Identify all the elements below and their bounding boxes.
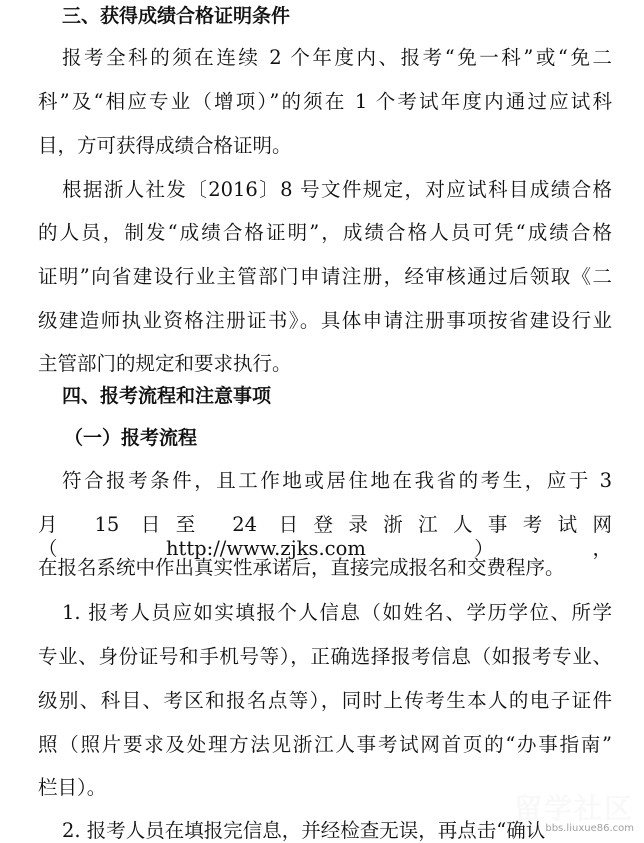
watermark-url: bbs.liuxue86.com [545,823,634,834]
list-item-line: 级别、科目、考区和报名点等），同时上传考生本人的电子证件 [38,689,612,712]
paragraph-line: 报考全科的须在连续 2 个年度内、报考“免一科”或“免二 [62,46,612,69]
paragraph-line: 目，方可获得成绩合格证明。 [38,134,292,157]
subsection-heading: （一）报考流程 [64,427,198,449]
paragraph-line: 科”及“相应专业（增项）”的须在 1 个考试年度内通过应试科 [38,90,612,113]
paragraph-line: 在报名系统中作出真实性承诺后，直接完成报名和交费程序。 [38,556,565,579]
paragraph-line: 月 15 日至 24 日登录浙江人事考试网（http://www.zjks.com）， [38,513,612,560]
section-3-heading: 三、获得成绩合格证明条件 [62,5,291,27]
list-item-line: 1. 报考人员应如实填报个人信息（如姓名、学历学位、所学 [62,601,612,624]
watermark-logo: 留学社区 [513,792,634,825]
site-watermark [484,785,634,835]
paragraph-line: 符合报考条件，且工作地或居住地在我省的考生，应于 3 [62,469,612,492]
list-item-line: 栏目）。 [38,776,107,799]
list-item-line: 2. 报考人员在填报完信息，并经检查无误，再点击“确认 [62,819,546,842]
paragraph-line: 主管部门的规定和要求执行。 [38,352,292,375]
paragraph-line: 级建造师执业资格注册证书》。具体申请注册事项按省建设行业 [38,309,612,332]
paragraph-line: 证明”向省建设行业主管部门申请注册，经审核通过后领取《二 [38,265,612,288]
list-item-line: 专业、身份证号和手机号等），正确选择报考信息（如报考专业、 [38,645,612,668]
paragraph-line: 的人员，制发“成绩合格证明”，成绩合格人员可凭“成绩合格 [38,221,612,244]
paragraph-line: 根据浙人社发〔2016〕8 号文件规定，对应试科目成绩合格 [62,178,612,201]
list-item-line: 照（照片要求及处理方法见浙江人事考试网首页的“办事指南” [38,733,612,756]
section-4-heading: 四、报考流程和注意事项 [62,385,272,407]
